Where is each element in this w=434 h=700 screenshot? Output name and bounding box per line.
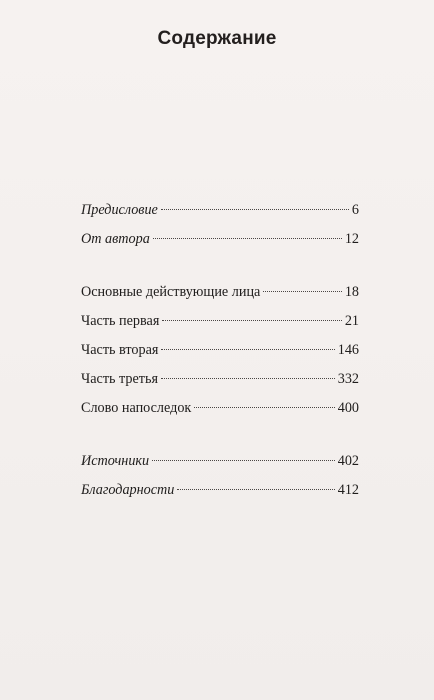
toc-entry-label: Источники <box>81 453 150 469</box>
toc-entry-page: 402 <box>337 453 359 469</box>
toc-entry-page: 18 <box>344 284 359 300</box>
toc-entry-sources[interactable] <box>81 447 359 476</box>
dot-leader <box>194 407 334 408</box>
toc-entry-label: Часть вторая <box>81 342 159 358</box>
toc-entry-part-three[interactable] <box>81 365 359 394</box>
dot-leader <box>177 489 334 490</box>
dot-leader <box>153 238 342 239</box>
toc-entry-label: Часть первая <box>81 313 160 329</box>
toc-group-front-matter <box>81 196 359 254</box>
toc-entry-main-characters[interactable] <box>81 278 359 307</box>
toc-entry-page: 332 <box>337 371 359 387</box>
toc-entry-acknowledgements[interactable] <box>81 476 359 505</box>
toc-entry-page: 21 <box>344 313 359 329</box>
dot-leader <box>161 349 334 350</box>
table-of-contents <box>81 196 359 505</box>
dot-leader <box>161 378 335 379</box>
toc-group-back-matter <box>81 447 359 505</box>
toc-entry-from-author[interactable] <box>81 225 359 254</box>
toc-entry-preface[interactable] <box>81 196 359 225</box>
toc-entry-label: От автора <box>81 231 150 247</box>
toc-entry-label: Благодарности <box>81 482 175 498</box>
toc-entry-label: Слово напоследок <box>81 400 192 416</box>
dot-leader <box>162 320 341 321</box>
toc-entry-page: 146 <box>337 342 359 358</box>
toc-entry-part-one[interactable] <box>81 307 359 336</box>
toc-entry-label: Предисловие <box>81 202 158 218</box>
toc-entry-page: 12 <box>344 231 359 247</box>
dot-leader <box>263 291 341 292</box>
dot-leader <box>152 460 335 461</box>
toc-entry-part-two[interactable] <box>81 336 359 365</box>
page-title: Содержание <box>157 28 277 49</box>
toc-group-main <box>81 278 359 423</box>
toc-entry-page: 400 <box>337 400 359 416</box>
toc-entry-page: 6 <box>351 202 359 218</box>
toc-entry-label: Часть третья <box>81 371 158 387</box>
toc-entry-page: 412 <box>337 482 359 498</box>
dot-leader <box>161 209 349 210</box>
toc-entry-label: Основные действующие лица <box>81 284 261 300</box>
toc-entry-afterword[interactable] <box>81 394 359 423</box>
